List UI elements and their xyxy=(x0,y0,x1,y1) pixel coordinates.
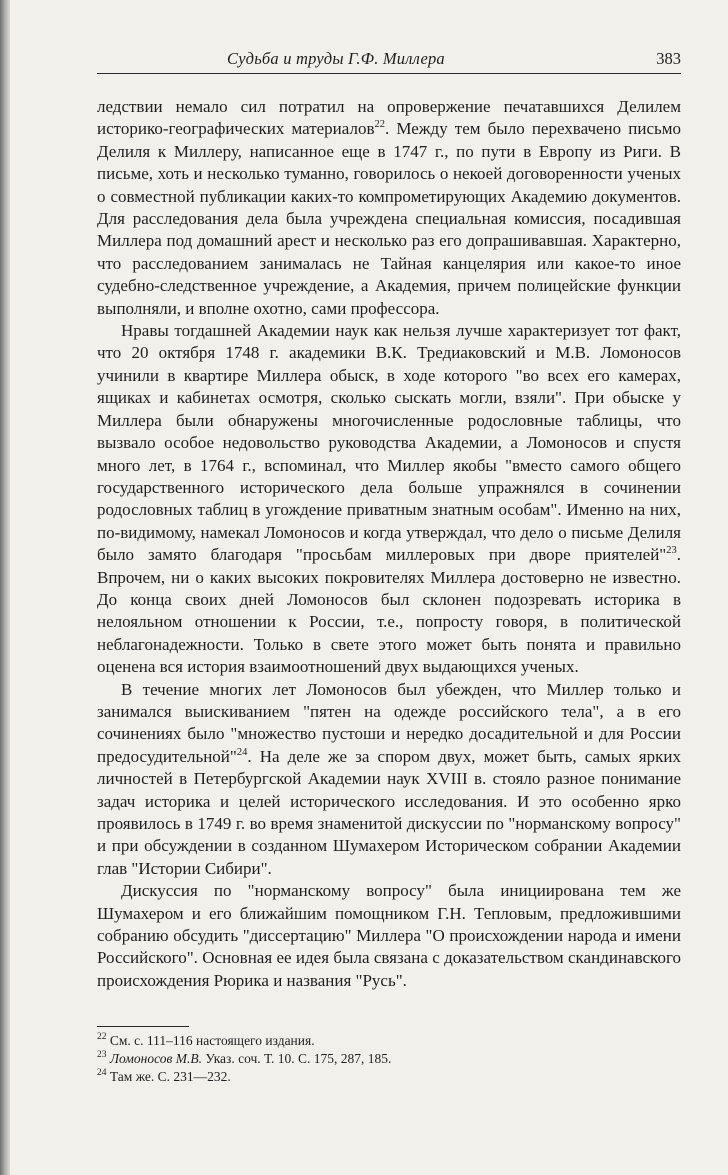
running-header xyxy=(97,47,681,73)
footnotes xyxy=(97,1032,681,1087)
paragraph-text: Нравы тогдашней Академии наук как нельзя лучше характеризует тот факт, что 20 октября 1748 г. академики В.К. Тредиаковский и М.В. Ломоносов учинили в квартире Миллера обыск, в ходе которого "во всех его камерах, ящиках и кабинетах осмотря, сколько сыскать могли, взяли". При обыске у Миллера были обнаружены многочисленные родословные таблицы, что вызвало особое недовольство руководства Академии, а Ломоносов и спустя много лет, в 1764 г., вспоминал, что Миллер якобы "вместо самого общего государственного исторического дела больше упражнялся в сочинении родословных таблиц в угождение приватным знатным особам". Именно на них, по-видимому, намекал Ломоносов и когда утверждал, что дело о письме Делиля было замято благодаря "просьбам миллеровых при дворе приятелей" xyxy=(97,321,681,565)
footnote xyxy=(97,1068,681,1086)
paragraph-text: . На деле же за спором двух, может быть, самых ярких личностей в Петербургской Академии наук XVIII в. стояло разное понимание задач историка и целей исторического исследования. И это особенно ярко проявилось в 1749 г. во время знаменитой дискуссии по "норманскому вопросу" и при обсуждении в созданном Шумахером Историческом собрании Академии глав "Истории Сибири". xyxy=(97,746,681,878)
paragraph xyxy=(97,320,681,679)
paragraph xyxy=(97,679,681,881)
page-number: 383 xyxy=(656,49,681,68)
footnote-ref: 22 xyxy=(374,119,385,131)
footnote-number: 22 xyxy=(97,1032,107,1042)
footnote-ref: 23 xyxy=(666,545,677,557)
footnote-ref: 24 xyxy=(236,746,248,758)
footnote-rule xyxy=(97,1026,189,1027)
paragraph xyxy=(97,880,681,992)
paragraph xyxy=(97,96,681,320)
footnote-number: 23 xyxy=(97,1050,107,1061)
footnote xyxy=(97,1050,681,1068)
paragraph-text: В течение многих лет Ломоносов был убежден, что Миллер только и занимался выискиванием "пятен на одежде российского тела", а в его сочинениях было "множество пустоши и нередко досадительной и для России предосудительной" xyxy=(97,679,681,766)
footnote-text: См. с. 111–116 настоящего издания. xyxy=(109,1033,315,1048)
paragraph-text: Дискуссия по "норманскому вопросу" была инициирована тем же Шумахером и его ближайшим помощником Г.Н. Тепловым, предложившими собранию обсудить "диссертацию" Миллера "О происхождении народа и имени Российского". Основная ее идея была связана с доказательством скандинавского происхождения Рюрика и названия "Русь". xyxy=(97,881,681,990)
footnote xyxy=(97,1032,681,1050)
paragraph-text: ледствии немало сил потратил на опровержение печатавшихся Делилем историко-географических материалов xyxy=(97,97,681,139)
footnote-text: Указ. соч. Т. 10. С. 175, 287, 185. xyxy=(201,1051,392,1067)
footnote-number: 24 xyxy=(97,1068,107,1079)
body-text xyxy=(97,96,681,992)
header-rule xyxy=(97,73,681,74)
running-title: Судьба и труды Г.Ф. Миллера xyxy=(227,49,445,68)
footnote-author: Ломоносов М.В. xyxy=(109,1051,202,1067)
paragraph-text: . Впрочем, ни о каких высоких покровителях Миллера достоверно не известно. До конца своих дней Ломоносов был склонен подозревать историка в нелояльном отношении к России, т.е., попросту говоря, в политической неблагонадежности. Только в свете этого может быть понята и правильно оценена вся история взаимоотношений двух выдающихся ученых. xyxy=(97,545,681,677)
paragraph-text: . Между тем было перехвачено письмо Делиля к Миллеру, написанное еще в 1747 г., по пути в Европу из Риги. В письме, хоть и несколько туманно, говорилось о некоей договоренности ученых о совместной публикации каких-то компрометирующих Академию документов. Для расследования дела была учреждена специальная комиссия, посадившая Миллера под домашний арест и несколько раз его допрашивавшая. Характерно, что расследованием занималась не Тайная канцелярия или какое-то иное судебно-следственное учреждение, а Академия, причем полицейские функции выполняли, и вполне охотно, сами профессора. xyxy=(97,119,682,318)
footnote-text: Там же. С. 231—232. xyxy=(109,1069,231,1085)
book-binding-shadow xyxy=(0,0,10,1175)
